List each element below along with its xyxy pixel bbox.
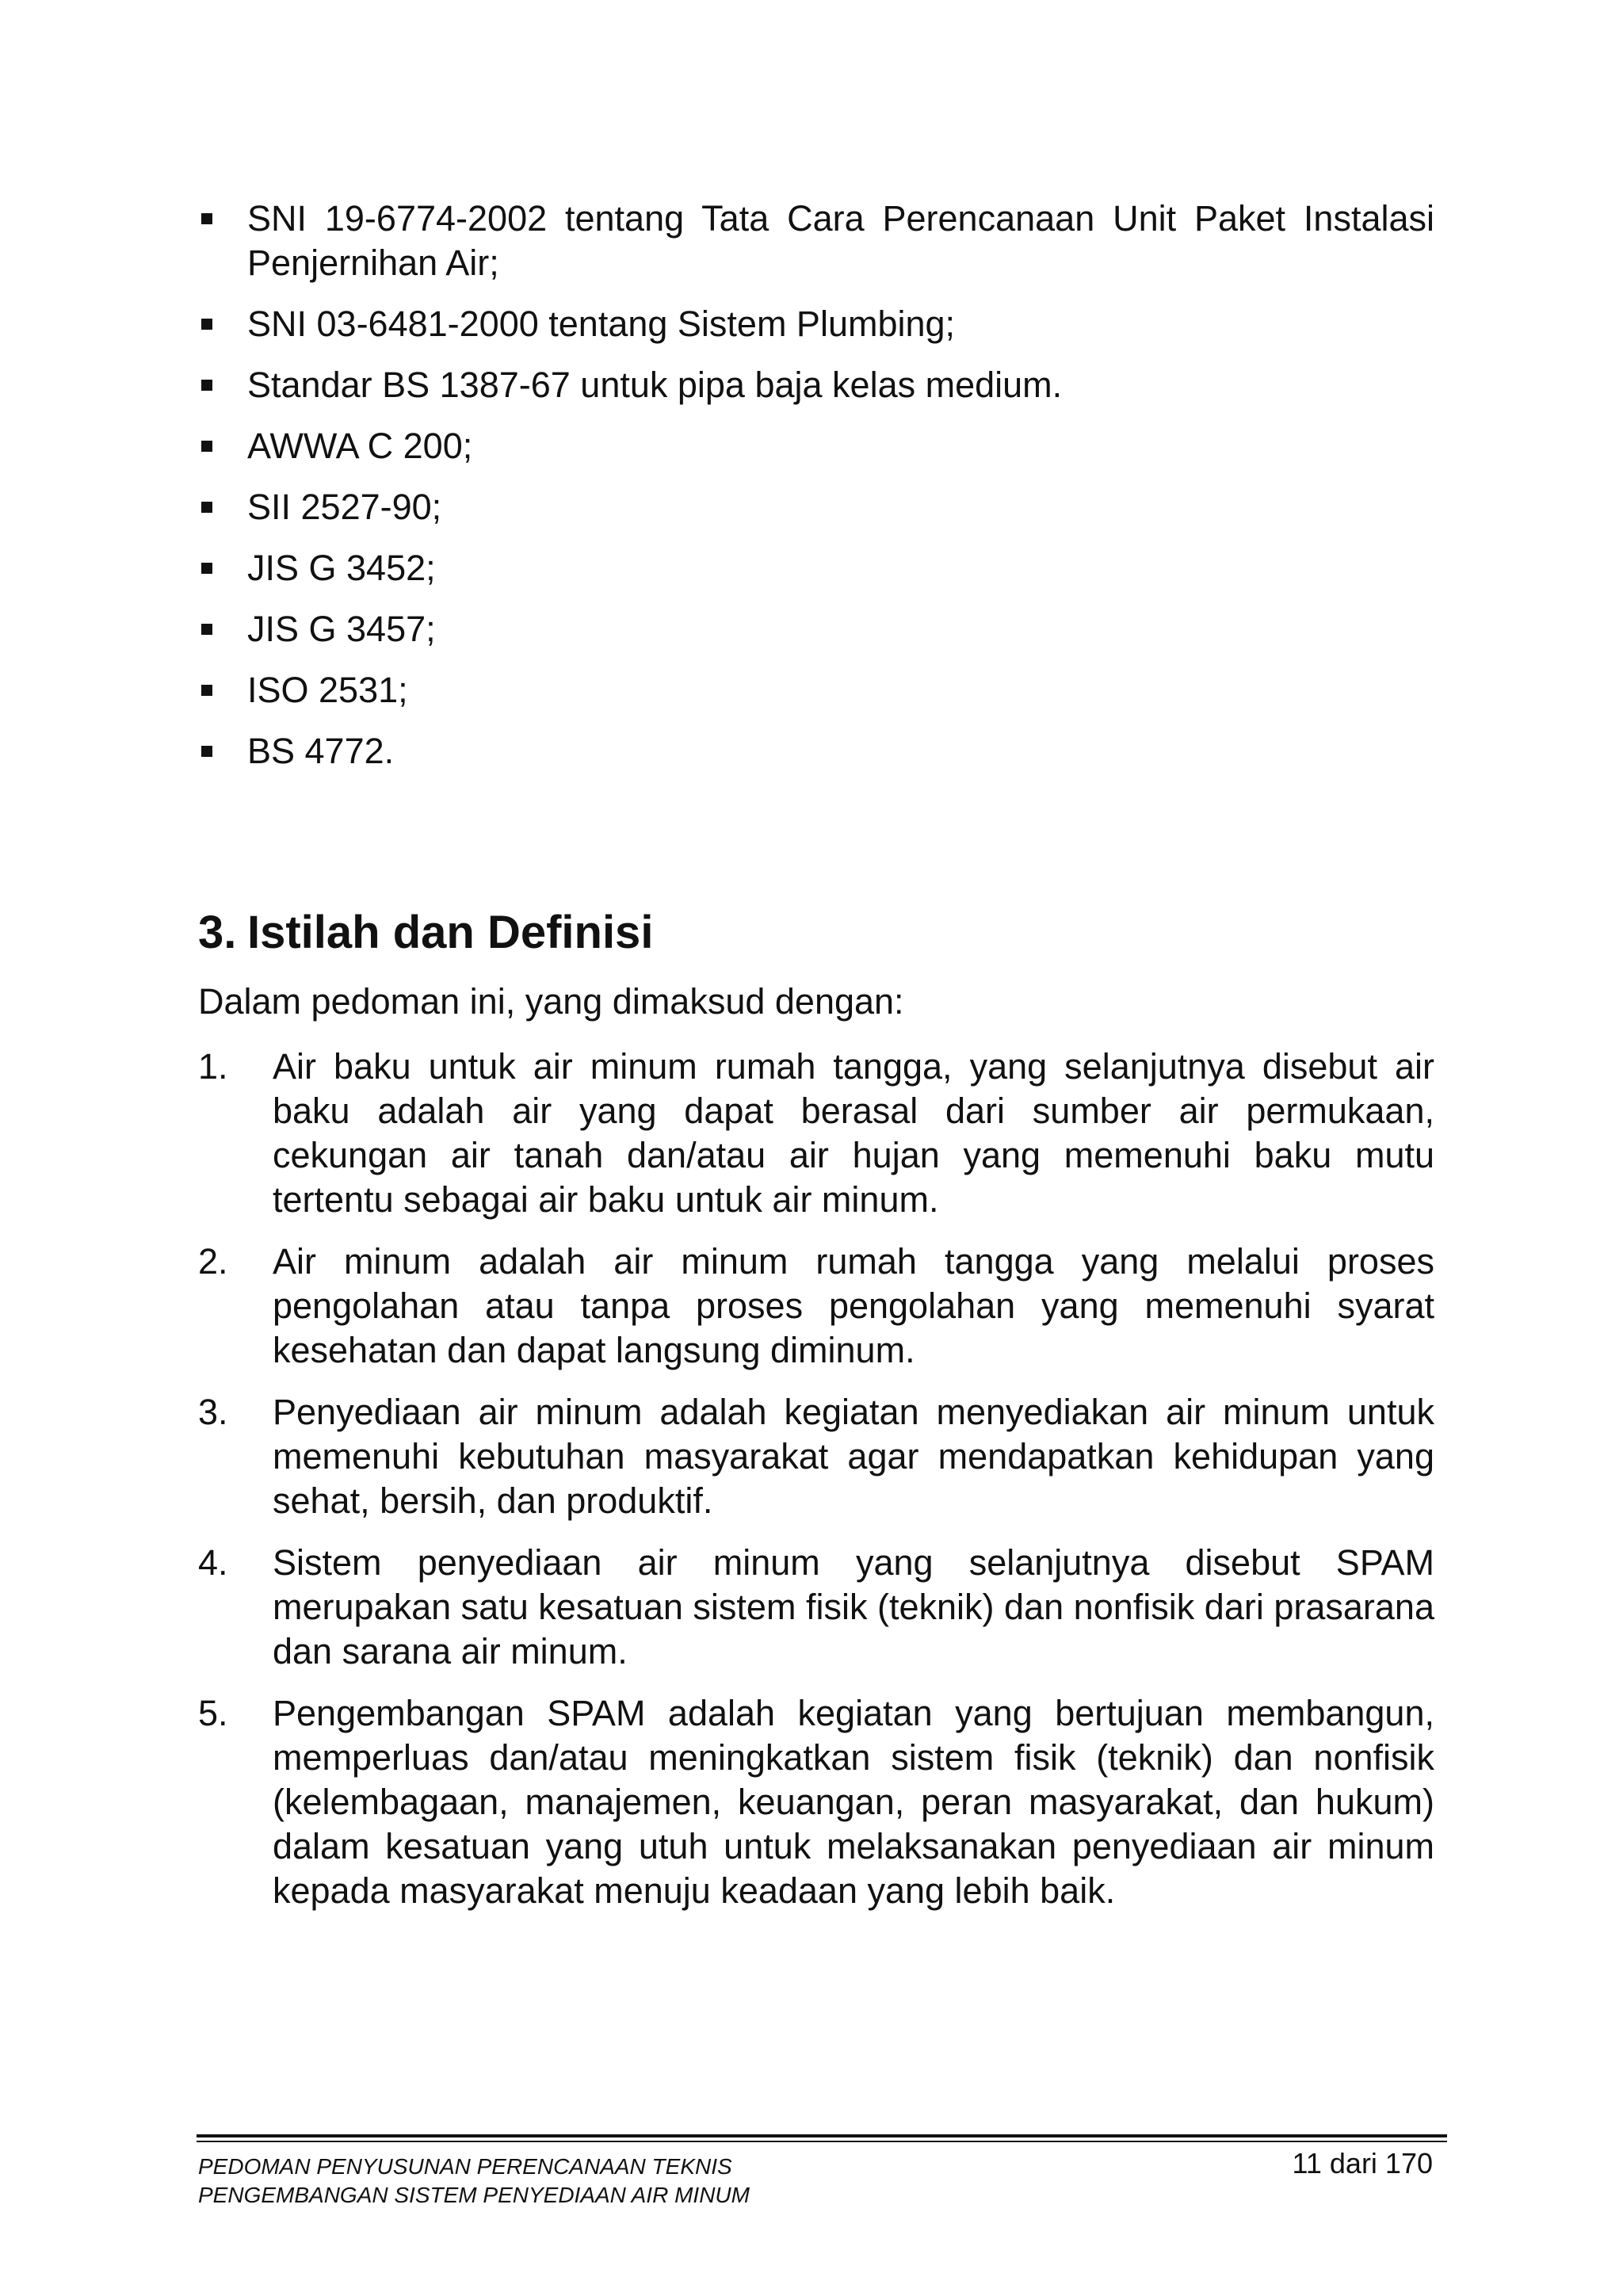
footer-title-line: PEDOMAN PENYUSUNAN PERENCANAAN TEKNIS [198, 2154, 732, 2179]
definition-text: Penyediaan air minum adalah kegiatan menyediakan air minum untuk memenuhi kebutuhan masyarakat agar mendapatkan kehidupan yang sehat, bersih, dan produktif. [273, 1392, 1434, 1521]
bullet-text: SNI 19-6774-2002 tentang Tata Cara Perencanaan Unit Paket Instalasi Penjernihan Air; [247, 198, 1434, 283]
section-title: Istilah dan Definisi [247, 907, 654, 958]
bullet-item [198, 302, 1434, 346]
definition-item [198, 1045, 1434, 1222]
bullet-item [198, 546, 1434, 590]
bullet-item [198, 197, 1434, 285]
bullet-item [198, 363, 1434, 407]
square-bullet-icon [201, 380, 212, 391]
definition-number: 3. [198, 1392, 228, 1432]
bullet-text: SII 2527-90; [247, 487, 442, 527]
definition-number: 1. [198, 1046, 228, 1087]
footer-title-line: PENGEMBANGAN SISTEM PENYEDIAAN AIR MINUM [198, 2183, 750, 2207]
definition-number: 2. [198, 1241, 228, 1282]
section-number: 3. [198, 907, 237, 958]
bullet-text: JIS G 3457; [247, 609, 436, 649]
definition-text: Air minum adalah air minum rumah tangga yang melalui proses pengolahan atau tanpa proses pengolahan yang memenuhi syarat kesehatan dan dapat langsung diminum. [273, 1241, 1434, 1370]
bullet-text: JIS G 3452; [247, 548, 436, 588]
bullet-text: ISO 2531; [247, 670, 408, 710]
bullet-text: SNI 03-6481-2000 tentang Sistem Plumbing; [247, 304, 956, 344]
footer-document-title [198, 2153, 750, 2210]
square-bullet-icon [201, 685, 212, 696]
square-bullet-icon [201, 502, 212, 513]
square-bullet-icon [201, 319, 212, 330]
square-bullet-icon [201, 213, 212, 224]
definition-number: 4. [198, 1542, 228, 1583]
bullet-item [198, 607, 1434, 651]
standards-bullet-list [198, 197, 1434, 790]
definition-text: Pengembangan SPAM adalah kegiatan yang bertujuan membangun, memperluas dan/atau meningkatkan sistem fisik (teknik) dan nonfisik (kelembagaan, manajemen, keuangan, peran masyarakat, dan hukum) dalam kesatuan yang utuh untuk melaksanakan penyediaan air minum kepada masyarakat menuju keadaan yang lebih baik. [273, 1693, 1434, 1911]
definition-item [198, 1390, 1434, 1523]
square-bullet-icon [201, 441, 212, 452]
bullet-item [198, 485, 1434, 529]
bullet-text: BS 4772. [247, 731, 395, 771]
square-bullet-icon [201, 624, 212, 635]
definition-item [198, 1691, 1434, 1913]
bullet-text: Standar BS 1387-67 untuk pipa baja kelas medium. [247, 365, 1063, 405]
square-bullet-icon [201, 746, 212, 757]
footer-divider [197, 2141, 1447, 2142]
bullet-item [198, 729, 1434, 774]
bullet-item [198, 424, 1434, 468]
square-bullet-icon [201, 563, 212, 574]
section-heading [198, 905, 653, 961]
footer-divider [197, 2134, 1447, 2137]
section-intro: Dalam pedoman ini, yang dimaksud dengan: [198, 981, 904, 1022]
definition-item [198, 1541, 1434, 1674]
bullet-text: AWWA C 200; [247, 426, 473, 466]
definition-number: 5. [198, 1693, 228, 1733]
page-number: 11 dari 170 [1292, 2147, 1433, 2179]
definition-text: Air baku untuk air minum rumah tangga, yang selanjutnya disebut air baku adalah air yang dapat berasal dari sumber air permukaan, cekungan air tanah dan/atau air hujan yang memenuhi baku mutu tertentu sebagai air baku untuk air minum. [273, 1046, 1434, 1220]
definition-item [198, 1240, 1434, 1373]
definition-text: Sistem penyediaan air minum yang selanjutnya disebut SPAM merupakan satu kesatuan sistem fisik (teknik) dan nonfisik dari prasarana dan sarana air minum. [273, 1542, 1434, 1671]
definitions-list [198, 1045, 1434, 1931]
bullet-item [198, 668, 1434, 712]
